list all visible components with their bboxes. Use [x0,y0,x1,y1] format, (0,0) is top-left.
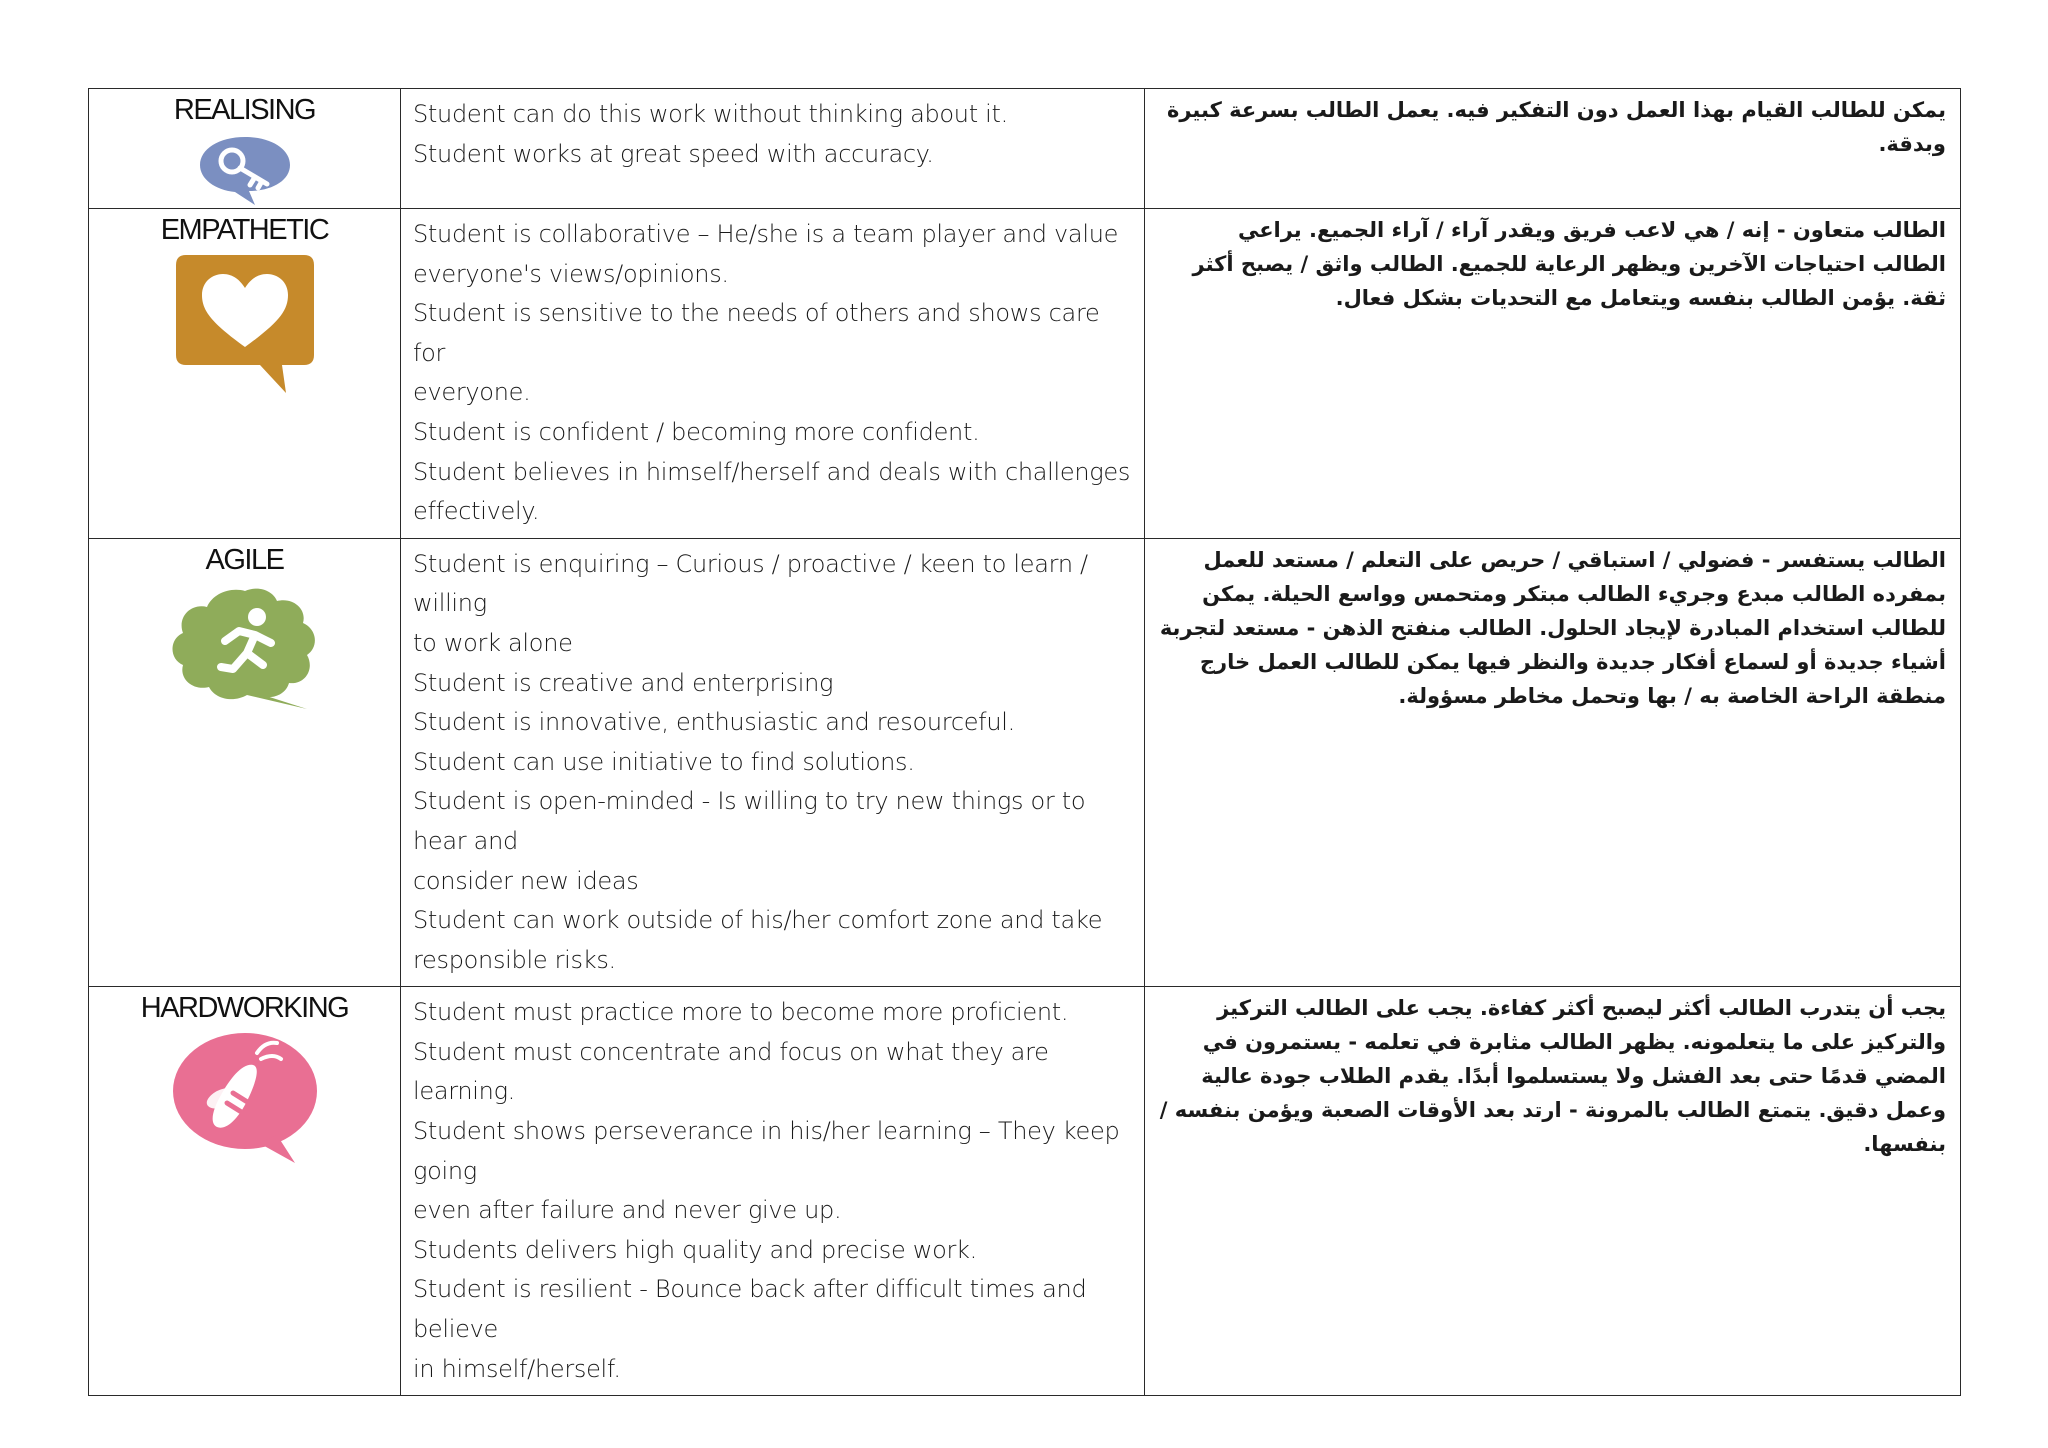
english-line: Student is enquiring – Curious / proactive / keen to learn / willing [413,549,1088,618]
arabic-text: الطالب متعاون - إنه / هي لاعب فريق ويقدر آراء / آراء الجميع. يراعي الطالب احتياجات الآخرين ويظهر الرعاية للجميع. الطالب واثق / يصبح أكثر ثقة. يؤمن الطالب بنفسه ويتعامل مع التحديات بشكل فعال. [1192,218,1946,310]
arabic-description-cell [1145,538,1961,987]
english-description-cell [401,987,1145,1396]
arabic-description-cell [1145,209,1961,539]
attribute-title: REALISING [173,94,316,126]
english-line: Student believes in himself/herself and deals with challenges [413,457,1131,486]
english-line: Student must practice more to become more proficient. [413,998,1069,1027]
english-line: Student shows perseverance in his/her learning – They keep going [413,1117,1120,1185]
table-row [89,987,1961,1396]
english-line: Student is sensitive to the needs of others and shows care for [413,299,1100,367]
arabic-description-cell [1145,987,1961,1396]
english-line: effectively. [413,497,540,526]
key-speech-bubble-icon [195,131,295,207]
english-line: Student is confident / becoming more confident. [413,417,980,446]
english-line: Student works at great speed with accuracy. [413,139,934,168]
english-line: consider new ideas [413,866,639,895]
attribute-title: AGILE [205,543,284,576]
arabic-description-cell [1145,89,1961,209]
english-description-cell [401,538,1145,987]
heart-speech-bubble-icon [172,251,318,397]
table-row [89,89,1961,209]
english-line: Student must concentrate and focus on what they are learning. [413,1037,1049,1106]
bee-speech-bubble-icon [169,1029,321,1165]
english-line: Student can do this work without thinking about it. [413,100,1008,128]
english-line: Student is open-minded - Is willing to try new things or to hear and [413,787,1086,855]
attribute-cell [89,538,401,987]
english-line: Student can use initiative to find solutions. [413,747,915,776]
english-line: responsible risks. [413,945,616,974]
attribute-title: EMPATHETIC [160,214,329,246]
english-line: in himself/herself. [413,1354,621,1383]
english-line: Student is creative and enterprising [413,668,834,697]
arabic-text: يمكن للطالب القيام بهذا العمل دون التفكير فيه. يعمل الطالب بسرعة كبيرة وبدقة. [1166,98,1946,156]
english-line: Student can work outside of his/her comfort zone and take [413,906,1103,935]
table-row [89,209,1961,539]
english-line: Students delivers high quality and precise work. [413,1235,977,1264]
running-person-cloud-icon [167,581,323,713]
arabic-text: يجب أن يتدرب الطالب أكثر ليصبح أكثر كفاءة. يجب على الطالب التركيز والتركيز على ما يتعلمونه. يظهر الطالب مثابرة في تعلمه - يستمرون في المضي قدمًا حتى بعد الفشل ولا يستسلموا أبدًا. يقدم الطلاب جودة عالية وعمل دقيق. يتمتع الطالب بالمرونة - ارتد بعد الأوقات الصعبة ويؤمن بنفسه / بنفسها. [1159,996,1946,1157]
english-line: everyone's views/opinions. [413,259,729,288]
english-line: everyone. [413,378,531,407]
arabic-text: الطالب يستفسر - فضولي / استباقي / حريص على التعلم / مستعد للعمل بمفرده الطالب مبدع وجريء الطالب مبتكر ومتحمس وواسع الحيلة. يمكن للطالب استخدام المبادرة لإيجاد الحلول. الطالب منفتح الذهن - مستعد لتجربة أشياء جديدة أو لسماع أفكار جديدة والنظر فيها يمكن للطالب العمل خارج منطقة الراحة الخاصة به / بها وتحمل مخاطر مسؤولة. [1159,547,1946,708]
attribute-cell [89,987,401,1396]
english-description-cell [401,209,1145,539]
attribute-cell [89,89,401,209]
attribute-title: HARDWORKING [140,992,349,1025]
english-line: Student is resilient - Bounce back after difficult times and believe [413,1275,1087,1344]
english-line: even after failure and never give up. [413,1196,842,1225]
learner-attributes-table [88,88,1961,1396]
attribute-cell [89,209,401,539]
english-line: Student is collaborative – He/she is a team player and value [413,220,1119,248]
english-line: to work alone [413,628,573,657]
english-line: Student is innovative, enthusiastic and resourceful. [413,708,1015,737]
table-row [89,538,1961,987]
english-description-cell [401,89,1145,209]
